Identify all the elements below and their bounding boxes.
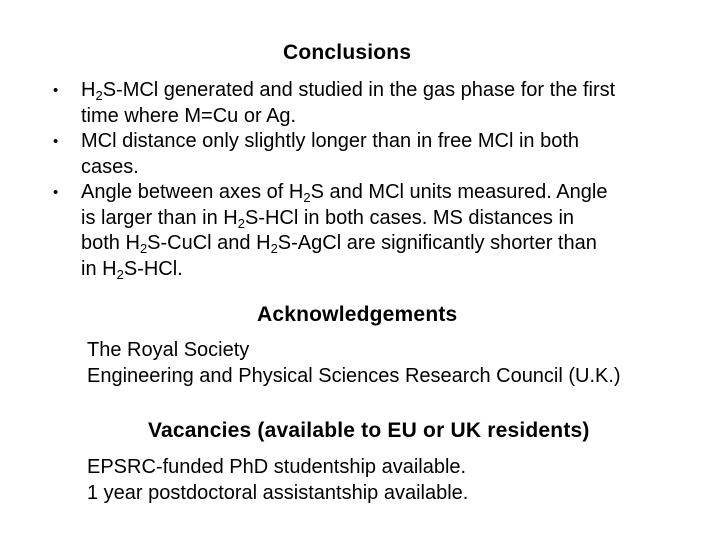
conclusion-bullet [48,180,688,282]
bullet-dot-icon: • [53,133,59,150]
acknowledgements-list [87,338,621,389]
subscript: 2 [270,241,278,256]
subscript: 2 [237,215,245,231]
subscript: 2 [303,190,311,205]
conclusion-line: MCl distance only slightly longer than in free MCl in both [81,130,580,152]
vacancy-item: EPSRC-funded PhD studentship available. [87,456,467,478]
subscript: 2 [95,88,103,103]
vacancies-list [87,455,468,506]
conclusion-line: in $H_2S$-HCl. [81,257,183,282]
conclusion-bullet [48,129,688,180]
conclusion-line: is larger than in $H_2S$-HCl in both cases. MS distances in [81,206,575,231]
bullet-dot-icon: • [53,82,59,99]
conclusion-bullet [48,78,688,129]
vacancy-item: 1 year postdoctoral assistantship available. [87,481,469,504]
conclusions-title: Conclusions [283,41,412,64]
conclusion-line: $H_2S$-MCl generated and studied in the gas phase for the first [81,79,616,103]
conclusion-line: Angle between axes of $H_2S$ and MCl units measured. Angle [81,181,608,205]
subscript: 2 [139,241,148,256]
conclusion-line: cases. [81,155,139,178]
vacancies-title: Vacancies (available to EU or UK residents) [148,419,590,442]
conclusion-line: time where M=Cu or Ag. [81,104,297,127]
acknowledgement-item: Engineering and Physical Sciences Research Council (U.K.) [87,364,621,387]
subscript: 2 [116,266,124,282]
acknowledgements-title: Acknowledgements [257,303,458,326]
conclusion-line: both $H_2S$-CuCl and $H_2S$-AgCl are significantly shorter than [81,232,597,256]
conclusions-list [48,78,688,282]
bullet-dot-icon: • [53,184,59,201]
acknowledgement-item: The Royal Society [87,339,250,361]
